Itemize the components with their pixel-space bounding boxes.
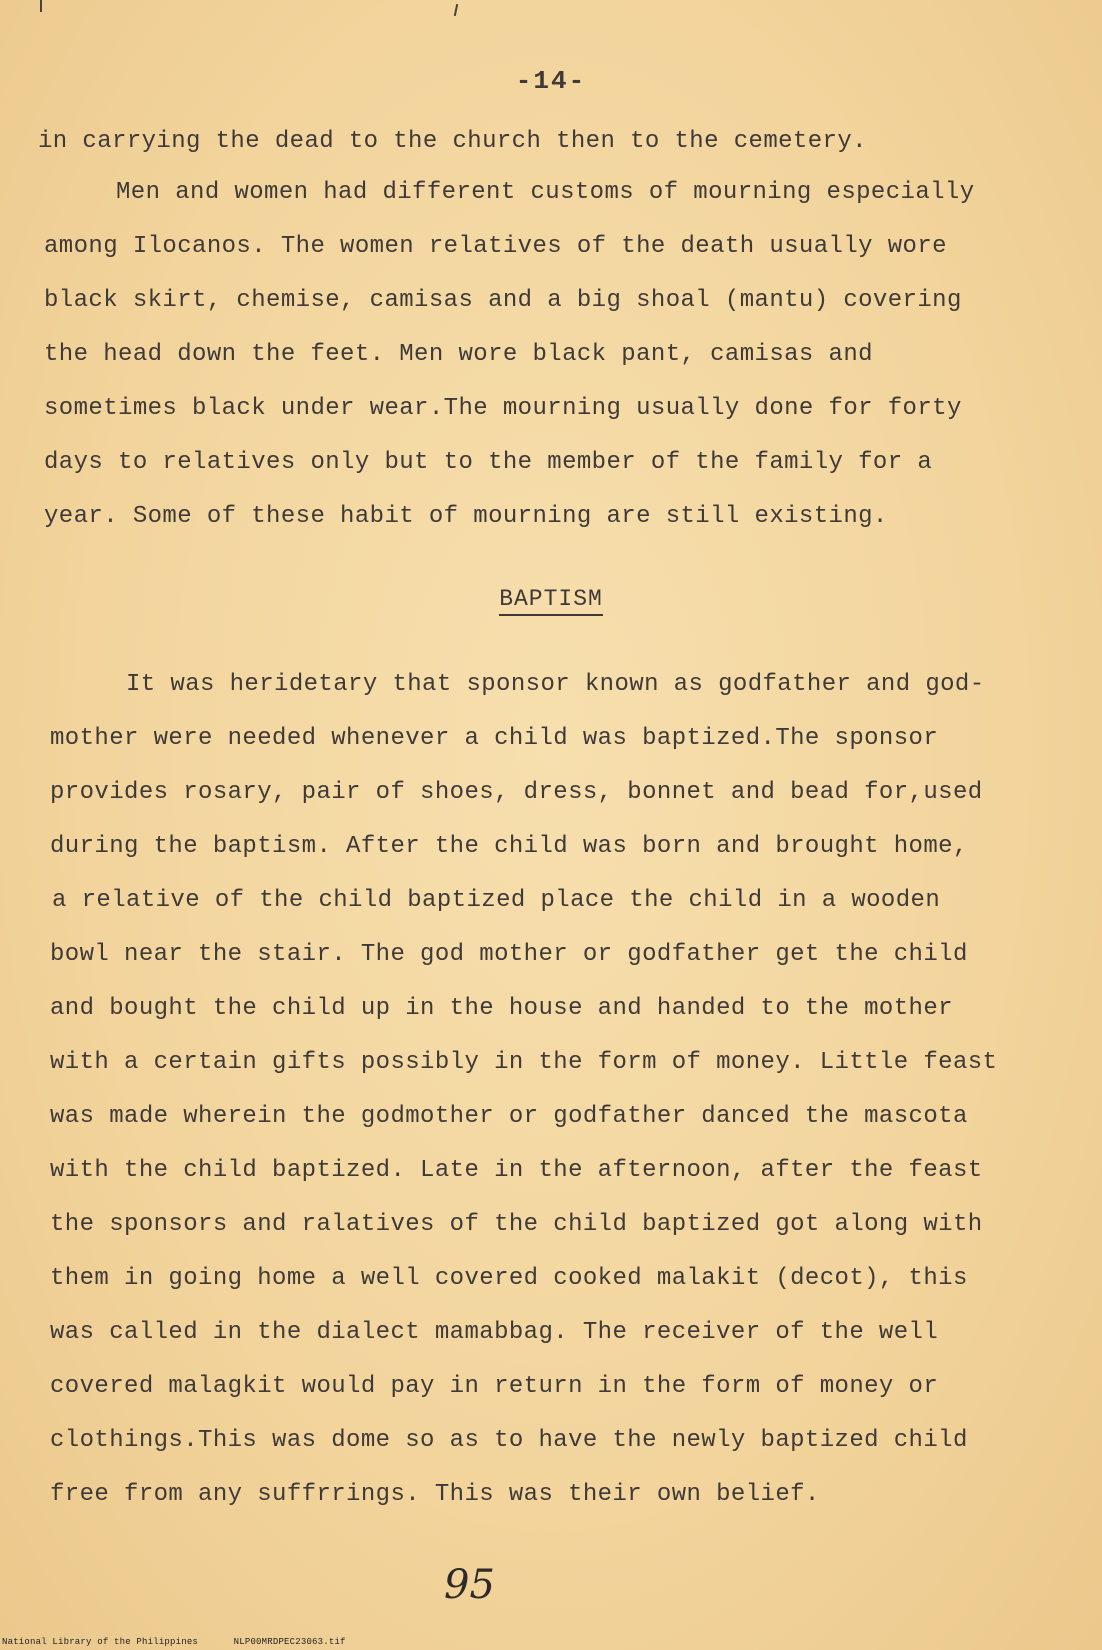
text-line: the head down the feet. Men wore black pant, camisas and xyxy=(44,341,873,368)
text-line: a relative of the child baptized place the child in a wooden xyxy=(52,887,941,914)
margin-mark xyxy=(454,4,458,16)
text-line: It was heridetary that sponsor known as godfather and god- xyxy=(126,671,985,698)
text-line: mother were needed whenever a child was baptized.The sponsor xyxy=(50,725,939,752)
text-line: clothings.This was dome so as to have the newly baptized child xyxy=(50,1427,968,1454)
text-line: with the child baptized. Late in the afternoon, after the feast xyxy=(50,1157,983,1184)
text-line: the sponsors and ralatives of the child baptized got along with xyxy=(50,1211,983,1238)
text-line: with a certain gifts possibly in the form of money. Little feast xyxy=(50,1049,998,1076)
scan-footer xyxy=(2,1637,376,1647)
text-line: and bought the child up in the house and handed to the mother xyxy=(50,995,953,1022)
text-line: free from any suffrrings. This was their own belief. xyxy=(50,1481,820,1508)
text-line: during the baptism. After the child was born and brought home, xyxy=(50,833,968,860)
text-line: Men and women had different customs of mourning especially xyxy=(116,179,975,206)
section-heading xyxy=(0,586,1102,612)
text-line: was made wherein the godmother or godfather danced the mascota xyxy=(50,1103,968,1130)
text-line: provides rosary, pair of shoes, dress, bonnet and bead for,used xyxy=(50,779,983,806)
text-line: days to relatives only but to the member of the family for a xyxy=(44,449,933,476)
footer-library: National Library of the Philippines xyxy=(2,1637,199,1647)
text-line: covered malagkit would pay in return in the form of money or xyxy=(50,1373,939,1400)
handwritten-page-note: 95 xyxy=(444,1562,495,1608)
margin-mark xyxy=(40,0,42,12)
text-line: sometimes black under wear.The mourning usually done for forty xyxy=(44,395,962,422)
text-line: in carrying the dead to the church then to the cemetery. xyxy=(38,128,867,155)
text-line: black skirt, chemise, camisas and a big shoal (mantu) covering xyxy=(44,287,962,314)
text-line: among Ilocanos. The women relatives of the death usually wore xyxy=(44,233,947,260)
text-line: them in going home a well covered cooked malakit (decot), this xyxy=(50,1265,968,1292)
page-number: -14- xyxy=(515,66,587,96)
footer-file: NLP00MRDPEC23063.tif xyxy=(233,1637,346,1647)
text-line: year. Some of these habit of mourning are still existing. xyxy=(44,503,888,530)
text-line: was called in the dialect mamabbag. The receiver of the well xyxy=(50,1319,939,1346)
section-heading-text: BAPTISM xyxy=(499,586,603,616)
text-line: bowl near the stair. The god mother or godfather get the child xyxy=(50,941,968,968)
